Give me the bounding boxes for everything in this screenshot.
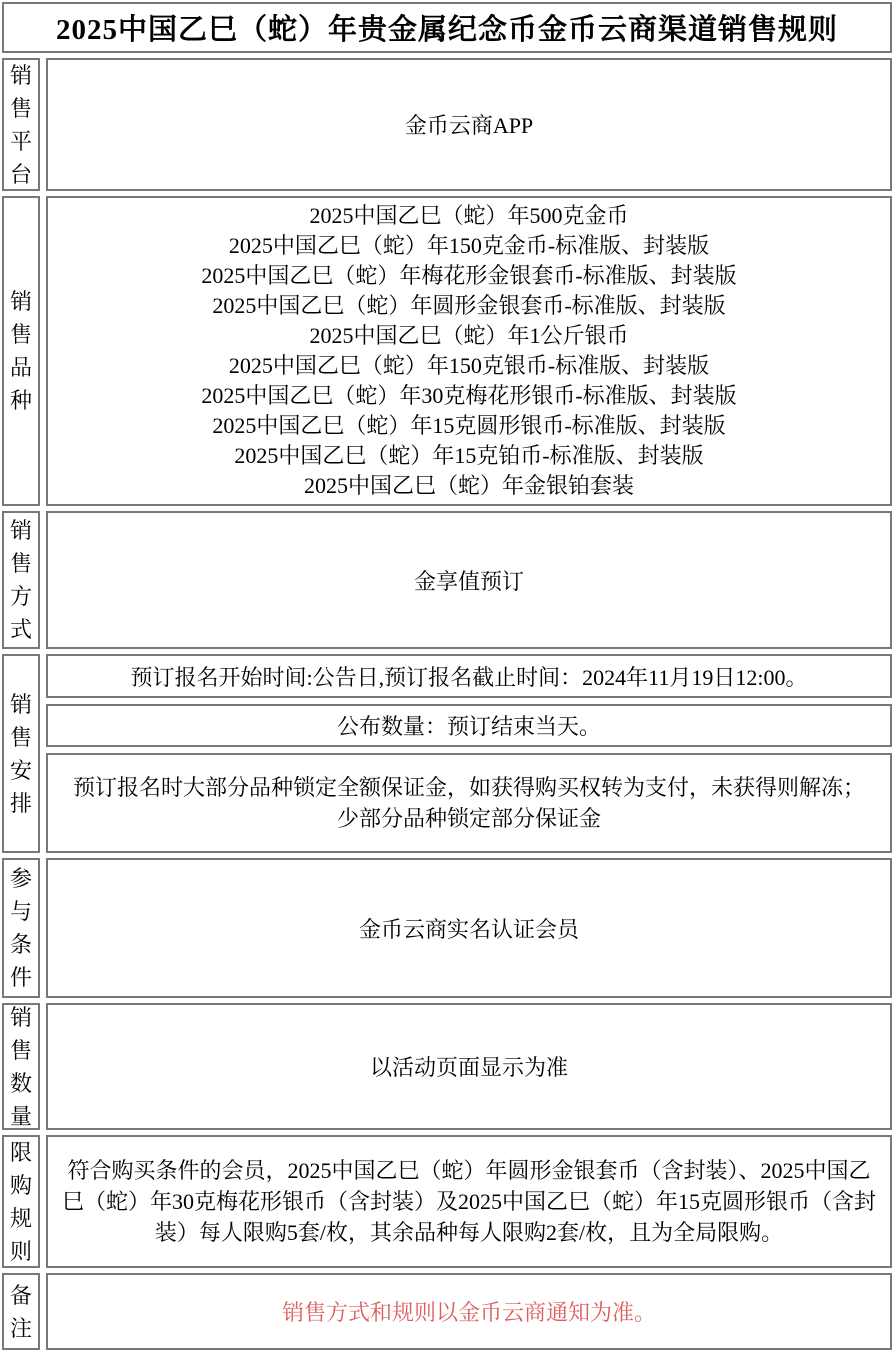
arrangement-deposit xyxy=(46,753,892,853)
variety-item: 2025中国乙巳（蛇）年500克金币 xyxy=(309,203,629,228)
variety-item: 2025中国乙巳（蛇）年圆形金银套币-标准版、封装版 xyxy=(212,293,726,318)
page-title: 2025中国乙巳（蛇）年贵金属纪念币金币云商渠道销售规则 xyxy=(2,2,892,53)
row-label-quantity-text: 销售数量 xyxy=(9,1004,32,1129)
purchase-limit-text: 符合购买条件的会员，2025中国乙巳（蛇）年圆形金银套币（含封装）、2025中国乙巳（蛇）年30克梅花形银币（含封装）及2025中国乙巳（蛇）年15克圆形银币（含封装）每人限购5套/枚，其余品种每人限购2套/枚，且为全局限购。 xyxy=(62,1158,877,1245)
row-label-varieties xyxy=(2,196,40,506)
quantity-value: 以活动页面显示为准 xyxy=(46,1003,892,1130)
row-label-platform-text: 销售平台 xyxy=(9,62,32,187)
variety-item: 2025中国乙巳（蛇）年150克银币-标准版、封装版 xyxy=(228,353,710,378)
row-label-remarks-text: 备注 xyxy=(9,1282,32,1341)
method-value: 金享值预订 xyxy=(46,511,892,649)
row-label-remarks xyxy=(2,1273,40,1350)
row-label-arrangement-text: 销售安排 xyxy=(9,691,32,816)
variety-item: 2025中国乙巳（蛇）年梅花形金银套币-标准版、封装版 xyxy=(201,263,737,288)
arrangement-quantity-announce: 公布数量：预订结束当天。 xyxy=(46,704,892,747)
row-label-method-text: 销售方式 xyxy=(9,518,32,642)
eligibility-value: 金币云商实名认证会员 xyxy=(46,858,892,998)
row-label-method xyxy=(2,511,40,649)
remarks-cell xyxy=(46,1273,892,1350)
row-label-varieties-text: 销售品种 xyxy=(9,289,32,413)
row-label-platform xyxy=(2,58,40,191)
varieties-cell xyxy=(46,196,892,506)
platform-value: 金币云商APP xyxy=(46,58,892,191)
variety-item: 2025中国乙巳（蛇）年15克铂币-标准版、封装版 xyxy=(234,443,704,468)
arrangement-cells xyxy=(46,654,892,853)
row-label-purchase-limit xyxy=(2,1135,40,1268)
varieties-list xyxy=(201,201,736,501)
variety-item: 2025中国乙巳（蛇）年1公斤银币 xyxy=(309,323,629,348)
row-label-eligibility-text: 参与条件 xyxy=(9,866,32,990)
variety-item: 2025中国乙巳（蛇）年150克金币-标准版、封装版 xyxy=(228,233,710,258)
row-label-arrangement xyxy=(2,654,40,853)
variety-item: 2025中国乙巳（蛇）年金银铂套装 xyxy=(303,473,634,498)
arrangement-deposit-line1: 预订报名时大部分品种锁定全额保证金，如获得购买权转为支付，未获得则解冻； xyxy=(72,775,865,800)
purchase-limit-cell xyxy=(46,1135,892,1268)
row-label-eligibility xyxy=(2,858,40,998)
variety-item: 2025中国乙巳（蛇）年30克梅花形银币-标准版、封装版 xyxy=(201,383,737,408)
row-label-quantity xyxy=(2,1003,40,1130)
variety-item: 2025中国乙巳（蛇）年15克圆形银币-标准版、封装版 xyxy=(212,413,726,438)
arrangement-schedule: 预订报名开始时间:公告日,预订报名截止时间：2024年11月19日12:00。 xyxy=(46,654,892,698)
remarks-text: 销售方式和规则以金币云商通知为准。 xyxy=(281,1300,656,1325)
row-label-purchase-limit-text: 限购规则 xyxy=(9,1139,32,1264)
arrangement-deposit-line2: 少部分品种锁定部分保证金 xyxy=(336,806,601,831)
